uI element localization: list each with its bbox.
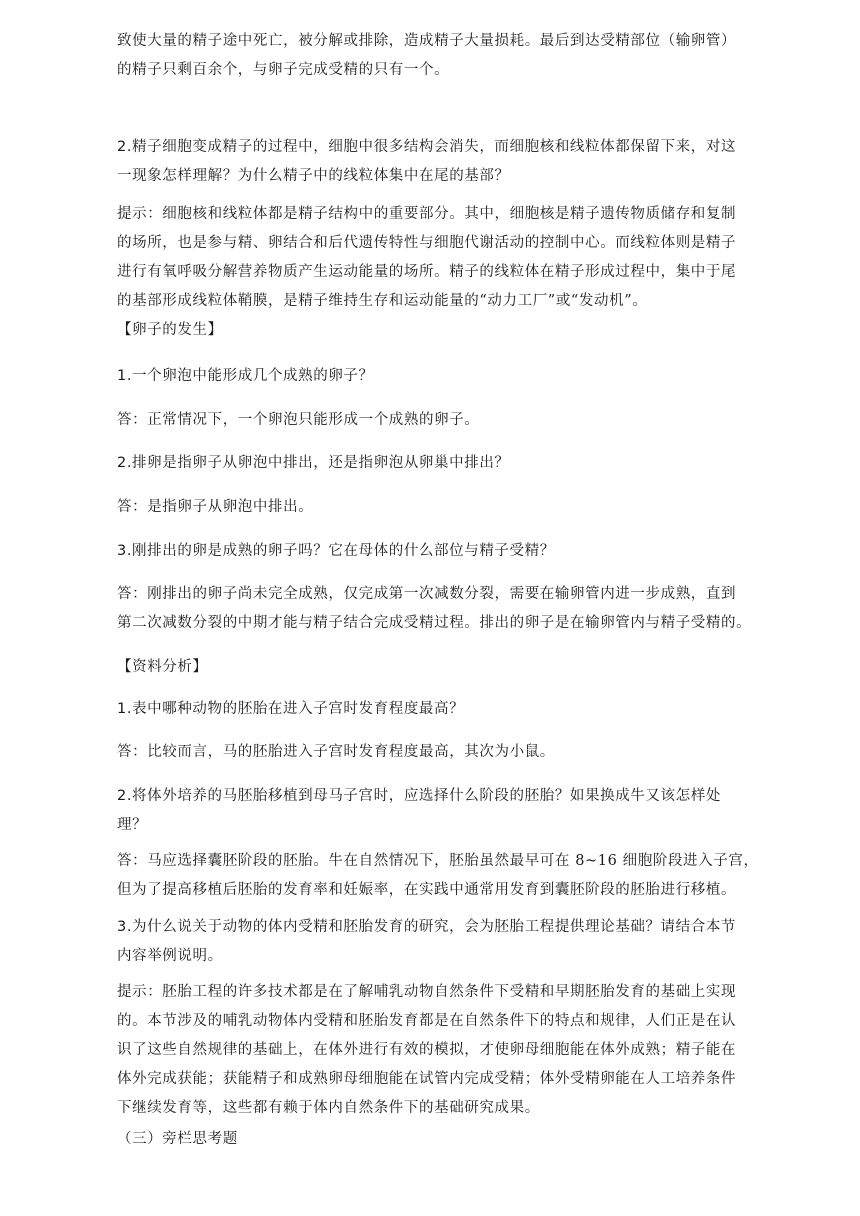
question-3-fertilization-site [117, 537, 777, 566]
text-line: 答：正常情况下，一个卵泡只能形成一个成熟的卵子。 [117, 412, 480, 428]
text-line: 提示：胚胎工程的许多技术都是在了解哺乳动物自然条件下受精和早期胚胎发育的基础上实现 [117, 984, 737, 1000]
text-line: 提示：细胞核和线粒体都是精子结构中的重要部分。其中，细胞核是精子遗传物质储存和复制 [117, 206, 737, 222]
text-line: 但为了提高移植后胚胎的发育率和妊娠率，在实践中通常用发育到囊胚阶段的胚胎进行移植。 [117, 882, 737, 898]
section-heading-sidebar-questions [117, 1125, 777, 1154]
text-line: 致使大量的精子途中死亡，被分解或排除，造成精子大量损耗。最后到达受精部位（输卵管） [117, 33, 737, 49]
text-line: 3.为什么说关于动物的体内受精和胚胎发育的研究，会为胚胎工程提供理论基础？请结合本节 [117, 919, 737, 935]
text-line: 答：刚排出的卵子尚未完全成熟，仅完成第一次减数分裂，需要在输卵管内进一步成熟，直到 [117, 586, 737, 602]
answer-1-follicle [117, 406, 777, 435]
text-line: 3.刚排出的卵是成熟的卵子吗？它在母体的什么部位与精子受精？ [117, 543, 555, 559]
question-3-theory-basis [117, 913, 777, 971]
text-line: 进行有氧呼吸分解营养物质产生运动能量的场所。精子的线粒体在精子形成过程中，集中于尾 [117, 264, 737, 280]
text-line: 的精子只剩百余个，与卵子完成受精的只有一个。 [117, 62, 450, 78]
text-line: 理？ [117, 817, 148, 833]
answer-2-embryo-transfer [117, 847, 777, 905]
text-line: 【资料分析】 [117, 659, 208, 675]
question-1-embryo-development [117, 695, 777, 724]
question-2-embryo-transfer [117, 782, 777, 840]
question-1-follicle [117, 362, 777, 391]
text-line: 答：是指卵子从卵泡中排出。 [117, 499, 314, 515]
answer-1-embryo-development [117, 738, 777, 767]
text-line: 内容举例说明。 [117, 948, 223, 964]
text-line: 2.将体外培养的马胚胎移植到母马子宫时，应选择什么阶段的胚胎？如果换成牛又该怎样处 [117, 788, 721, 804]
question-2-ovulation [117, 449, 777, 478]
answer-3-fertilization-site [117, 580, 777, 638]
text-line: 1.表中哪种动物的胚胎在进入子宫时发育程度最高？ [117, 701, 465, 717]
answer-2-ovulation [117, 493, 777, 522]
text-line: 的基部形成线粒体鞘膜，是精子维持生存和运动能量的“动力工厂”或“发动机”。 [117, 293, 648, 309]
text-line: 下继续发育等，这些都有赖于体内自然条件下的基础研究成果。 [117, 1100, 540, 1116]
text-line: 的。本节涉及的哺乳动物体内受精和胚胎发育都是在自然条件下的特点和规律，人们正是在认 [117, 1013, 737, 1029]
text-line: 答：马应选择囊胚阶段的胚胎。牛在自然情况下，胚胎虽然最早可在 8~16 细胞阶段进入子宫， [117, 853, 759, 869]
text-line: 一现象怎样理解？为什么精子中的线粒体集中在尾的基部？ [117, 168, 510, 184]
text-line: 【卵子的发生】 [117, 322, 223, 338]
hint-mitochondria [117, 200, 777, 316]
text-line: 识了这些自然规律的基础上，在体外进行有效的模拟，才使卵母细胞能在体外成熟；精子能在 [117, 1042, 737, 1058]
section-heading-data-analysis [117, 653, 777, 682]
text-line: 1.一个卵泡中能形成几个成熟的卵子？ [117, 368, 374, 384]
text-line: （三）旁栏思考题 [117, 1131, 238, 1147]
paragraph-sperm-loss [117, 27, 777, 85]
text-line: 答：比较而言，马的胚胎进入子宫时发育程度最高，其次为小鼠。 [117, 744, 555, 760]
text-line: 第二次减数分裂的中期才能与精子结合完成受精过程。排出的卵子是在输卵管内与精子受精的。 [117, 615, 752, 631]
question-2-mitochondria [117, 133, 777, 191]
text-line: 2.排卵是指卵子从卵泡中排出，还是指卵泡从卵巢中排出？ [117, 455, 510, 471]
text-line: 体外完成获能；获能精子和成熟卵母细胞能在试管内完成受精；体外受精卵能在人工培养条件 [117, 1071, 737, 1087]
section-heading-egg-formation [117, 316, 777, 345]
text-line: 的场所，也是参与精、卵结合和后代遗传特性与细胞代谢活动的控制中心。而线粒体则是精子 [117, 235, 737, 251]
text-line: 2.精子细胞变成精子的过程中，细胞中很多结构会消失，而细胞核和线粒体都保留下来，对这 [117, 139, 737, 155]
hint-theory-basis [117, 978, 777, 1123]
